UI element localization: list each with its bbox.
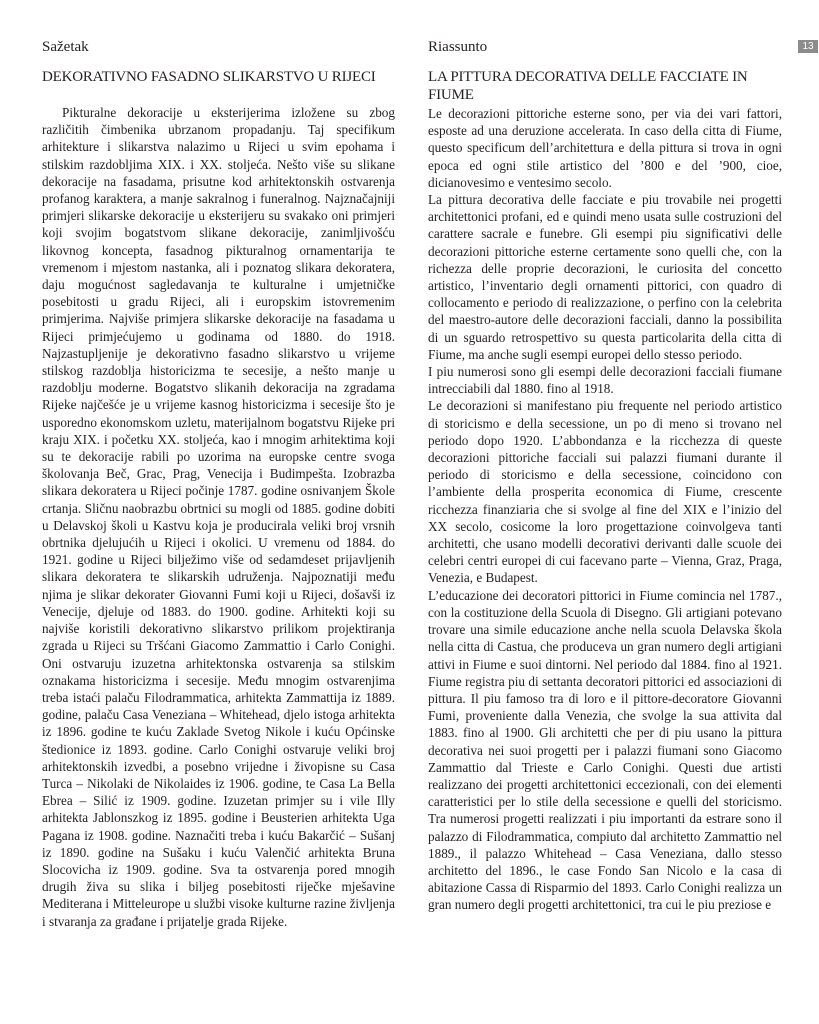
paragraph: La pittura decorativa delle facciate e piu trovabile nei progetti architettonici profani, ed e quindi meno usata sulle costruzioni del carattere sacrale e funebre. Gli esempi piu significativi delle decorazioni pittoriche esterne certamente sono quelli che, con la richezza delle proprie decorazioni, le curiosita del concetto artistico, l’inventario degli ornamenti pittorici, con quadro di collocamento e periodo di realizzazione, o perfino con la celebrita del maestro-autore delle decorazioni facciali, danno la possibilita di un sguardo retrospettivo su questa particolarita della citta di Fiume, ma anche sugli esempi europei dello stesso periodo. [428,192,782,362]
right-column-italian-summary [428,38,782,913]
summary-body [42,104,395,930]
paragraph: Pikturalne dekoracije u eksterijerima izložene su zbog različitih čimbenika ubrzanom propadanju. Taj specifikum arhitekture i slikarstva nalazimo u Rijeci u svim epohama i stilskim razdobljima XIX. i XX. stoljeća. Nešto više su slikane dekoracije na fasadama, prisutne kod arhitektonskih ostvarenja profanog karaktera, a manje sakralnog i funeralnog. Najznačajniji primjeri slikarske dekoracije u eksterijeru su svakako oni primjeri koji svojim bogatstvom slikane dekoracije, zanimljivošću likovnog koncepta, fasadnog pikturalnog ornamentarija te vremenom i mjestom nastanka, ali i poznatog slikara dekoratera, daju mogućnost sagledavanja te kulturalne i umjetničke posebitosti u gradu Rijeci, ali i europskim istovremenim primjerima. Najviše primjera slikarske dekoracije na fasadama u Rijeci primjećujemo u godinama od 1880. do 1918. Najzastupljenije je dekorativno fasadno slikarstvo u vrijeme stilskog razdoblja historicizma te secesije, a nešto manje u razdoblju moderne. Bogatstvo slikanih dekoracija na zgradama Rijeke najčešće je u vrijeme kasnog historicizma i secesije što je usporedno ekonomskom uzletu, materijalnom bogatstvu Rijeke pri kraju XIX. i početku XX. stoljeća, kao i mnogim arhitektima koji su te dekoracije rabili po uzorima na europske centre svoga školovanja Beč, Grac, Prag, Venecija i Budimpešta. Izobrazba slikara dekoratera u Rijeci počinje 1787. godine osnivanjem Škole crtanja. Sličnu naobrazbu obrtnici su mogli od 1885. godine dobiti u Delavskoj školi u Kastvu koja je producirala veliki broj vrsnih obrtnika djelujućih u Rijeci i okolici. U vremenu od 1884. do 1921. godine u Rijeci bilježimo više od sedamdeset prijavljenih slikara dekoratera te slikarskih udruženja. Najpoznatiji među njima je slikar dekorater Giovanni Fumi koji u Rijeci, došavši iz Venecije, djeluje od 1883. do 1900. godine. Arhitekti koji su najviše koristili dekorativno slikarstvo prilikom projektiranja zgrada u Rijeci su Tršćani Giacomo Zammattio i Carlo Conighi. Oni ostvaruju izuzetna arhitektonska ostvarenja sa stilskim oznakama historicizma i secesije. Među mnogim ostvarenjima treba istaći palaču Filodrammatica, arhitekta Zammattija iz 1889. godine, palaču Casa Veneziana – Whitehead, djelo istoga arhitekta iz 1896. godine te kuću Zaklade Svetog Nikole i kuću Općinske štedionice iz 1893. godine. Carlo Conighi ostvaruje veliki broj arhitektonskih izvedbi, a posebno vrijedne i živopisne su Casa Turca – Nikolaki de Nikolaides iz 1906. godine, te Casa La Bella Ebrea – Silić iz 1909. godine. Izuzetan primjer su i vile Illy arhitekta Jablonszkog iz 1895. godine i Beusterien arhitekta Uga Pagana iz 1908. godine. Naznačiti treba i kuću Bakarčić – Sušanj iz 1890. godine na Sušaku i kuću Valenčić arhitekta Bruna Slocovicha iz 1909. godine. Sva ta ostvarenja pored mnogih drugih živa su slika i biljeg posebitosti riječke mješavine Mediterana i Mitteleurope u službi visoke kulturne razine življenja i stvaranja za građane i prijatelje grada Rijeke. [42,105,395,929]
paragraph: I piu numerosi sono gli esempi delle decorazioni facciali fiumane intrecciabili dal 1880. fino al 1918. [428,364,782,397]
paragraph: Le decorazioni pittoriche esterne sono, per via dei vari fattori, esposte ad una deruzione accelerata. In caso della citta di Fiume, questo specificum dell’architettura e della pittura si trova in ogni epoca ed ogni stile artistico del ’800 e del ’900, cioe, dicianovesimo e ventesimo secolo. [428,106,782,190]
page-number: 13 [798,40,818,53]
paragraph: L’educazione dei decoratori pittorici in Fiume comincia nel 1787., con la costituzione della Scuola di Disegno. Gli artigiani potevano trovare una simile educazione anche nella scuola Delavska škola nella citta di Castua, che produceva un gran numero degli artigiani attivi in Fiume e suoi dintorni. Nel periodo dal 1884. fino al 1921. Fiume registra piu di settanta decoratori pittorici ed associazioni di pittura. Il piu famoso tra di loro e il pittore-decoratore Giovanni Fumi, proveniente dalla Venezia, che svolge la sua attivita dal 1883. fino al 1900. Gli architetti che per di piu usano la pittura decorativa nei suoi progetti per i palazzi fiumani sono Giacomo Zammattio dal Trieste e Carlo Conighi. Questi due artisti realizzano dei progetti architettonici eccezionali, con dei elementi caratteristici per lo stile della secessione e quelli del storicismo. Tra numerosi progetti realizzati i piu importanti da estrare sono il palazzo di Filodrammatica, compiuto dal architetto Zammattio nel 1889., il palazzo Whitehead – Casa Veneziana, dallo stesso architetto del 1896., le case Fondo San Nicolo e la casa di abitazione Cassa di Risparmio del 1893. Carlo Conighi realizza un gran numero degli progetti architettonici, tra cui le piu preziose e [428,587,782,913]
article-title: DEKORATIVNO FASADNO SLIKARSTVO U RIJECI [42,69,376,85]
article-title: LA PITTURA DECORATIVA DELLE FACCIATE IN FIUME [428,69,748,103]
section-label: Sažetak [42,39,89,55]
section-label: Riassunto [428,39,488,55]
summary-body [428,105,782,914]
paragraph: Le decorazioni si manifestano piu frequente nel periodo artistico di storicismo e della secessione, un po di meno si trovano nel periodo dopo 1920. L’abbondanza e la ricchezza di queste decorazioni pittoriche facciali sui palazzi fiumani durante il periodo di storicismo e della secessione, coincidono con l’ambiente della prosperita economica di Fiume, crescente ricchezza finanziaria che si svolge al fine del XIX e l’inizio del XX secolo, cosicome la loro progettazione coinvolgeva tanti architetti, che usano modelli decorativi derivanti dalle scuole dei celebri centri europei di cui facevano parte – Vienna, Graz, Praga, Venezia, e Budapest. [428,398,782,586]
left-column-croatian-summary [42,38,395,929]
